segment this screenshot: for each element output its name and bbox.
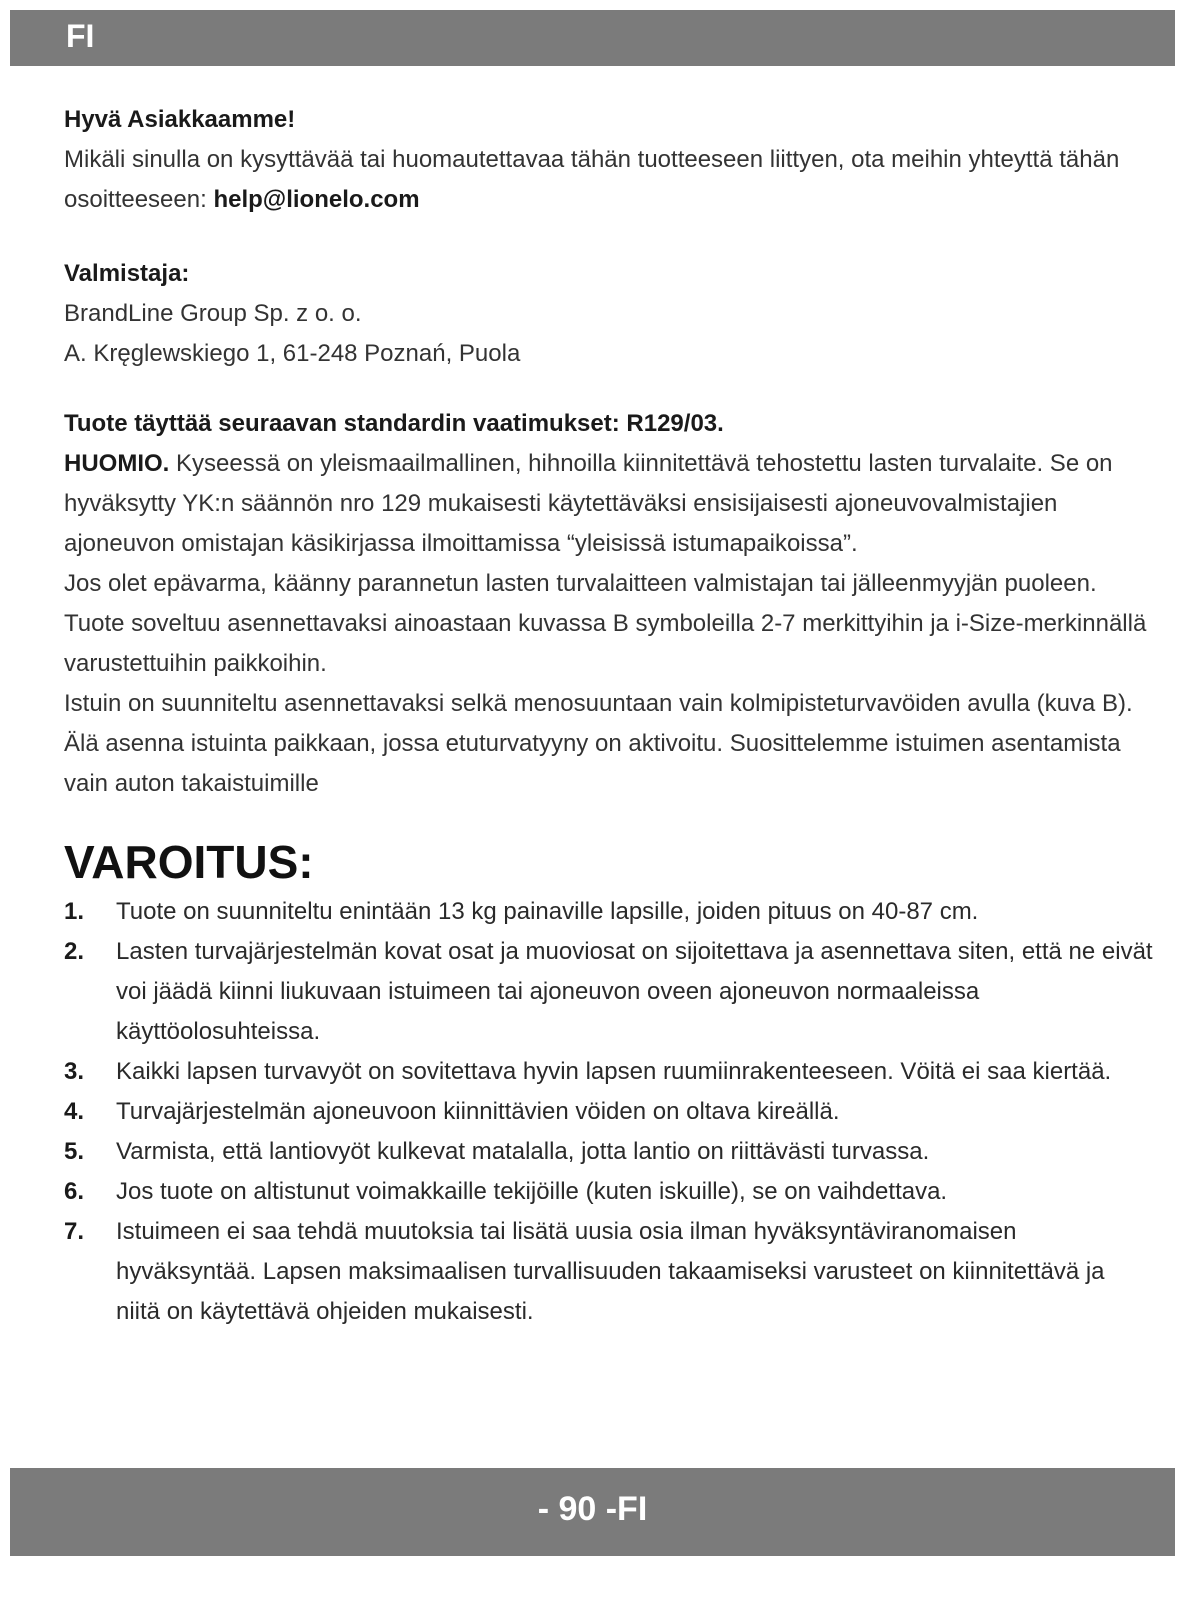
- greeting-body: Mikäli sinulla on kysyttävää tai huomautettavaa tähän tuotteeseen liittyen, ota meihin yhteyttä tähän osoitteeseen:: [64, 146, 1120, 213]
- standard-paragraph-2: Jos olet epävarma, käänny parannetun lasten turvalaitteen valmistajan tai jälleenmyyjän puoleen.: [64, 570, 1097, 597]
- huomio-text: Kyseessä on yleismaailmallinen, hihnoilla kiinnitettävä tehostettu lasten turvalaite. Se on hyväksytty YK:n säännön nro 129 mukaisesti käytettäväksi ensisijaisesti ajoneuvovalmistajien ajoneuvon omistajan käsikirjassa ilmoittamissa “yleisissä istumapaikoissa”.: [64, 450, 1113, 557]
- list-item: [64, 892, 1154, 932]
- standard-paragraph-3: Tuote soveltuu asennettavaksi ainoastaan kuvassa B symboleilla 2-7 merkittyihin ja i-Size-merkinnällä varustettuihin paikkoihin.: [64, 610, 1147, 677]
- standard-paragraph-4: Istuin on suunniteltu asennettavaksi selkä menosuuntaan vain kolmipisteturvavöiden avulla (kuva B). Älä asenna istuinta paikkaan, jossa etuturvatyyny on aktivoitu. Suosittelemme istuimen asentamista vain auton takaistuimille: [64, 690, 1133, 797]
- huomio-paragraph: [64, 444, 1154, 564]
- manufacturer-title: Valmistaja:: [64, 260, 190, 287]
- contact-email[interactable]: help@lionelo.com: [213, 186, 420, 213]
- list-item: [64, 1052, 1154, 1092]
- list-item-number: 4.: [64, 1098, 85, 1125]
- list-item: [64, 1132, 1154, 1172]
- list-item-text: Jos tuote on altistunut voimakkaille tekijöille (kuten iskuille), se on vaihdettava.: [116, 1178, 948, 1205]
- huomio-label: HUOMIO.: [64, 450, 170, 477]
- header-bar: [10, 10, 1175, 66]
- language-code: FI: [66, 18, 95, 54]
- list-item-number: 6.: [64, 1178, 85, 1205]
- manufacturer-address: A. Kręglewskiego 1, 61-248 Poznań, Puola: [64, 340, 521, 367]
- page-number: - 90 -FI: [537, 1490, 648, 1528]
- list-item-number: 7.: [64, 1218, 85, 1245]
- list-item-number: 5.: [64, 1138, 85, 1165]
- list-item: [64, 1172, 1154, 1212]
- page-content: [64, 100, 1154, 1332]
- list-item-text: Tuote on suunniteltu enintään 13 kg painaville lapsille, joiden pituus on 40-87 cm.: [116, 898, 979, 925]
- list-item-number: 2.: [64, 938, 85, 965]
- list-item-text: Lasten turvajärjestelmän kovat osat ja muoviosat on sijoitettava ja asennettava siten, että ne eivät voi jäädä kiinni liukuvaan istuimeen tai ajoneuvon oveen ajoneuvon normaaleissa käyttöolosuhteissa.: [116, 938, 1153, 1045]
- warning-list: [64, 892, 1154, 1332]
- warning-title: VAROITUS:: [64, 836, 314, 888]
- list-item-number: 1.: [64, 898, 85, 925]
- standard-section: [64, 404, 1154, 804]
- list-item-number: 3.: [64, 1058, 85, 1085]
- greeting-section: [64, 100, 1154, 220]
- standard-title: Tuote täyttää seuraavan standardin vaatimukset: R129/03.: [64, 410, 724, 437]
- list-item-text: Istuimeen ei saa tehdä muutoksia tai lisätä uusia osia ilman hyväksyntäviranomaisen hyväksyntää. Lapsen maksimaalisen turvallisuuden takaamiseksi varusteet on kiinnitettävä ja niitä on käytettävä ohjeiden mukaisesti.: [116, 1218, 1105, 1325]
- greeting-text: [64, 140, 1154, 220]
- list-item-text: Varmista, että lantiovyöt kulkevat matalalla, jotta lantio on riittävästi turvassa.: [116, 1138, 930, 1165]
- list-item-text: Turvajärjestelmän ajoneuvoon kiinnittävien vöiden on oltava kireällä.: [116, 1098, 840, 1125]
- list-item: [64, 1092, 1154, 1132]
- list-item: [64, 1212, 1154, 1332]
- manufacturer-name: BrandLine Group Sp. z o. o.: [64, 300, 362, 327]
- list-item-text: Kaikki lapsen turvavyöt on sovitettava hyvin lapsen ruumiinrakenteeseen. Vöitä ei saa kiertää.: [116, 1058, 1112, 1085]
- list-item: [64, 932, 1154, 1052]
- greeting-title: Hyvä Asiakkaamme!: [64, 106, 296, 133]
- footer-bar: [10, 1468, 1175, 1556]
- manufacturer-section: [64, 254, 1154, 374]
